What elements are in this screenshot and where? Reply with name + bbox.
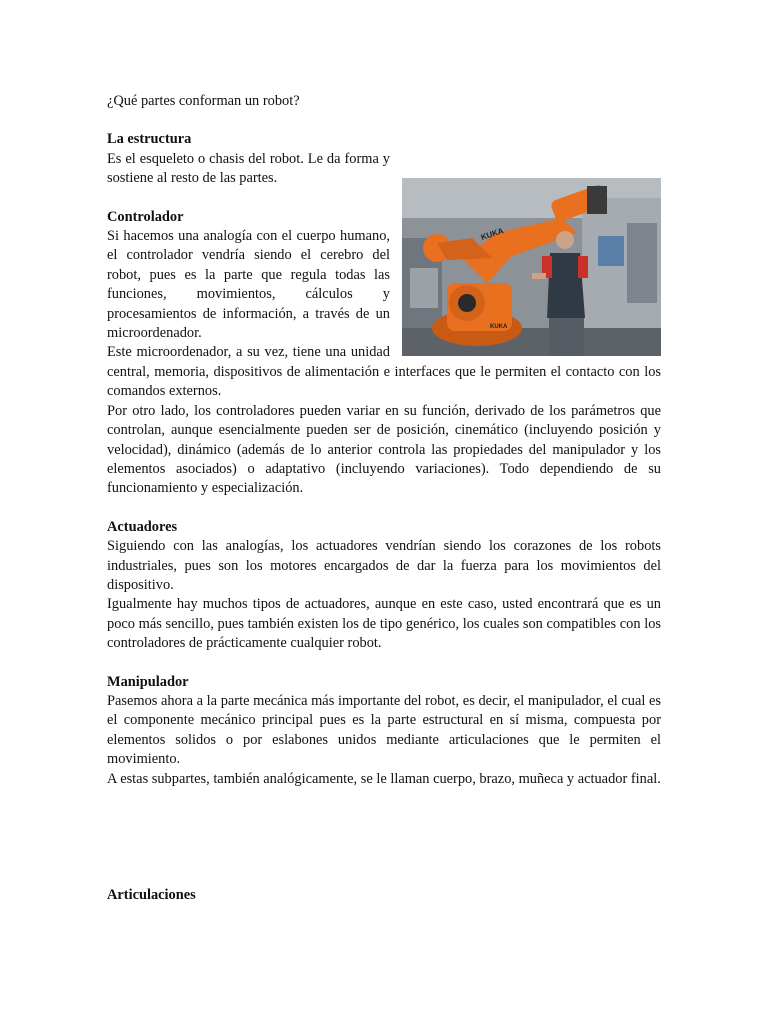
robot-brand-text: KUKA: [479, 226, 505, 243]
controlador-paragraph-1: Si hacemos una analogía con el cuerpo humano, el controlador vendría siendo el cerebro del robot, pues es la parte que regula todas las funciones, movimientos, cálculos y procesamientos de información, a través de un microordenador.: [107, 228, 390, 342]
actuadores-paragraph-1: Siguiendo con las analogías, los actuadores vendrían siendo los corazones de los robots industriales, pues son los motores encargados de dar la fuerza para los movimientos del dispositivo.: [107, 538, 661, 593]
document-page: [107, 92, 661, 905]
section-heading-articulaciones: Articulaciones: [107, 887, 196, 903]
section-spacer: [107, 499, 661, 518]
section-heading-controlador: Controlador: [107, 208, 184, 225]
manipulador-paragraph-2: A estas subpartes, también analógicamente, se le llaman cuerpo, brazo, muñeca y actuador final.: [107, 770, 661, 787]
manipulador-paragraph-1: Pasemos ahora a la parte mecánica más importante del robot, es decir, el manipulador, el cual es el componente mecánico principal pues es la parte estructural en sí misma, compuesta por elementos solidos o por eslabones unidos mediante articulaciones que le permiten el movimiento.: [107, 692, 661, 768]
controlador-paragraph-3: Por otro lado, los controladores pueden variar en su función, derivado de los parámetros que controlan, aunque esencialmente pueden ser de posición, cinemático (incluyendo posición y velocidad), dinámico (además de lo anterior controla las propiedades del manipulador y los elementos asociados) o adaptativo (incluyendo variaciones). Todo dependiendo de su funcionamiento y especialización.: [107, 402, 661, 497]
section-heading-estructura: La estructura: [107, 131, 192, 148]
svg-text:KUKA: KUKA: [490, 324, 508, 331]
industrial-robot-photo: [402, 178, 661, 356]
controlador-paragraph-2: Este microordenador, a su vez, tiene una unidad central, memoria, dispositivos de alimentación e interfaces que le permiten el contacto con los comandos externos.: [107, 344, 661, 400]
section-heading-manipulador: Manipulador: [107, 673, 189, 690]
section-spacer: [107, 654, 661, 673]
section-heading-actuadores: Actuadores: [107, 518, 178, 535]
estructura-paragraph: Es el esqueleto o chasis del robot. Le da forma y sostiene al resto de las partes.: [107, 150, 390, 187]
actuadores-paragraph-2: Igualmente hay muchos tipos de actuadores, aunque en este caso, usted encontrará que es un poco más sencillo, pues también existen los de tipo genérico, los cuales son compatibles con los controladores de prácticamente cualquier robot.: [107, 596, 661, 652]
document-question: ¿Qué partes conforman un robot?: [107, 93, 300, 109]
section-spacer-large: [107, 789, 661, 886]
robot-photo-svg: [402, 178, 661, 356]
